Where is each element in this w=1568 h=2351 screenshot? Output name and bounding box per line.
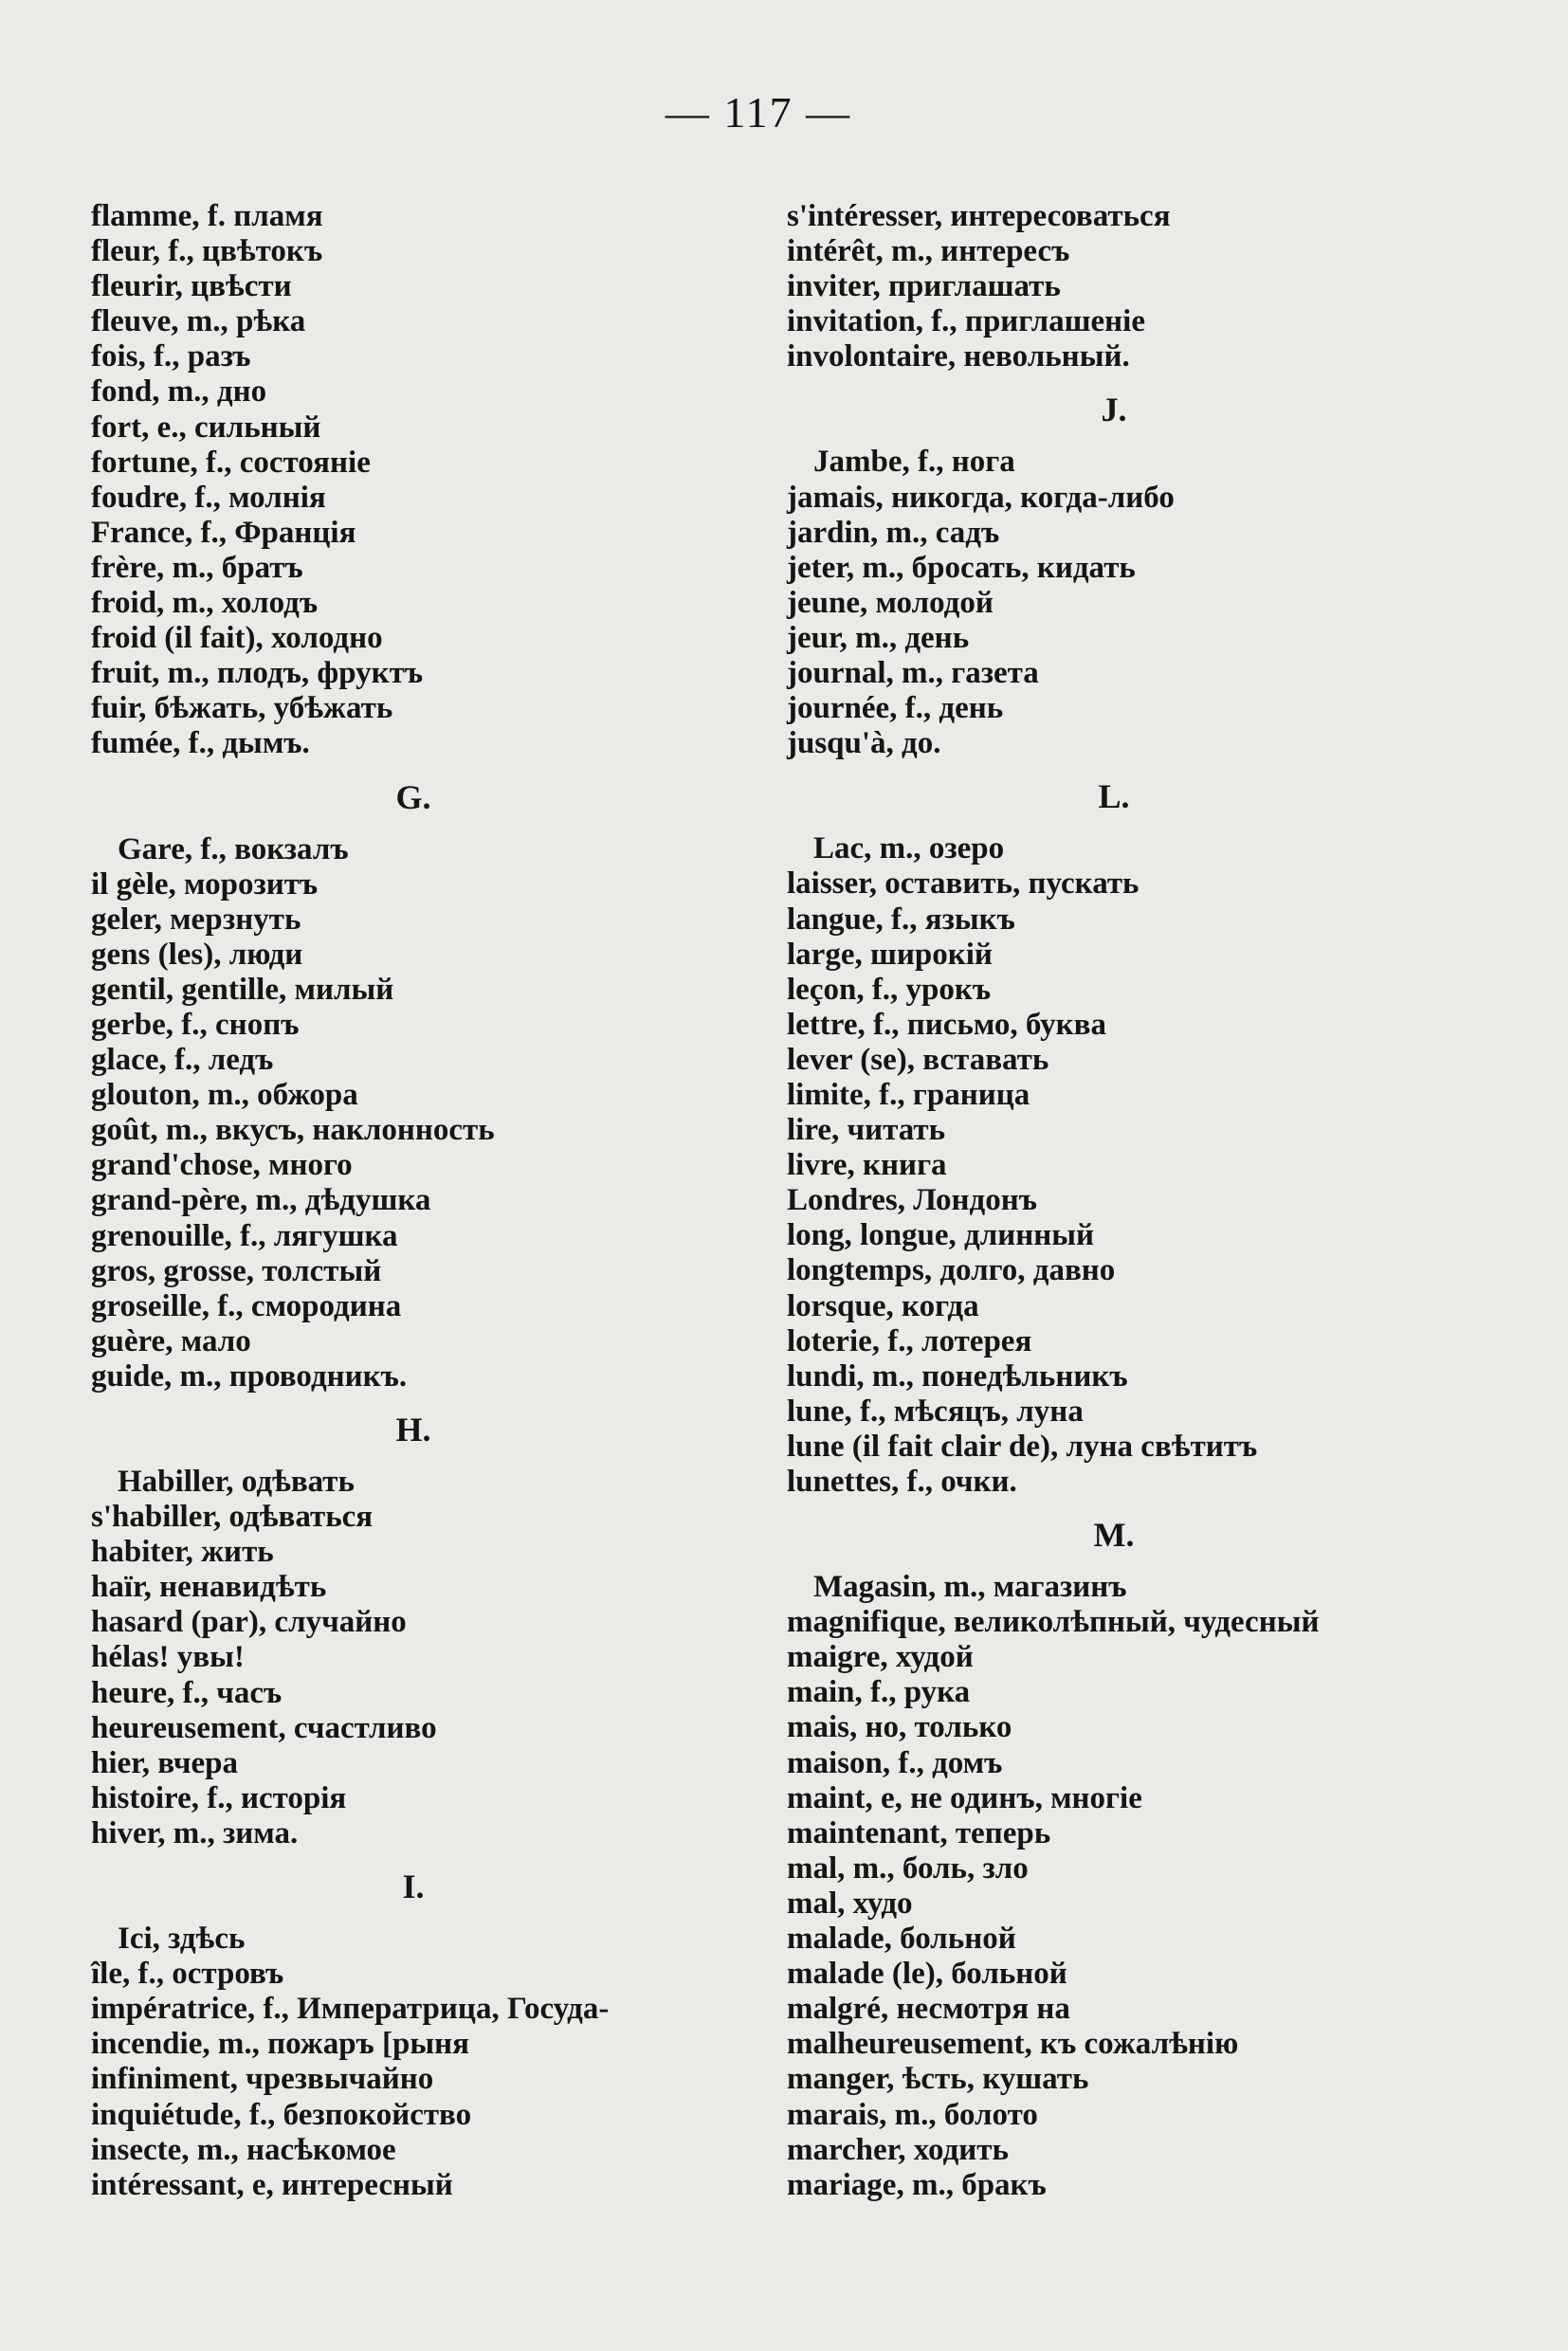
dictionary-entry: insecte, m., насѣкомое [91,2132,396,2167]
dictionary-entry: infiniment, чрезвычайно [91,2062,434,2097]
dictionary-entry: geler, мерзнуть [91,902,301,937]
dictionary-entry: mais, но, только [787,1710,1012,1745]
dictionary-entry: inquiétude, f., безпокойство [91,2097,472,2132]
dictionary-entry: marais, m., болото [787,2097,1038,2132]
dictionary-entry: frère, m., братъ [91,550,303,585]
dictionary-entry: laisser, оставить, пускать [787,866,1140,902]
dictionary-entry: jardin, m., садъ [787,515,1000,550]
dictionary-entry: langue, f., языкъ [787,902,1015,937]
dictionary-entry: fortune, f., состояніе [91,445,371,480]
entries-g [91,832,736,1395]
dictionary-entry: gentil, gentille, милый [91,972,394,1007]
dictionary-entry: grand-père, m., дѣдушка [91,1183,431,1218]
dictionary-entry: longtemps, долго, давно [787,1253,1116,1288]
dictionary-entry: Londres, Лондонъ [787,1183,1037,1218]
dictionary-entry: lune (il fait clair de), луна свѣтитъ [787,1429,1258,1464]
dictionary-entry: lettre, f., письмо, буква [787,1007,1106,1042]
dictionary-entry: jeune, молодой [787,585,994,620]
dictionary-entry: grand'chose, много [91,1148,353,1183]
section-letter-m: M. [1093,1516,1135,1555]
entries-j [787,445,1441,761]
dictionary-entry: malade, больной [787,1922,1016,1957]
dictionary-entry: froid, m., холодъ [91,586,319,621]
dictionary-entry: limite, f., граница [787,1077,1030,1112]
dictionary-entry: Habiller, одѣвать [118,1465,355,1499]
entries-m [787,1570,1441,2203]
dictionary-entry: mariage, m., бракъ [787,2167,1047,2202]
dictionary-entry: malheureusement, къ сожалѣнію [787,2027,1239,2062]
dictionary-entry: fumée, f., дымъ. [91,726,310,761]
dictionary-entry: guide, m., проводникъ. [91,1358,408,1394]
dictionary-entry: lorsque, когда [787,1288,979,1323]
dictionary-entry: fleur, f., цвѣтокъ [91,234,323,269]
dictionary-entry: maint, e, не одинъ, многіе [787,1780,1142,1815]
dictionary-entry: Ici, здѣсь [118,1922,246,1957]
dictionary-entry: maintenant, теперь [787,1815,1051,1850]
dictionary-entry: groseille, f., смородина [91,1288,402,1323]
section-letter-g: G. [395,777,431,816]
dictionary-entry: inviter, приглашать [787,269,1061,304]
dictionary-entry: guère, мало [91,1323,251,1358]
dictionary-entry: habiter, жить [91,1535,274,1570]
dictionary-entry: marcher, ходить [787,2132,1009,2167]
dictionary-entry: jeter, m., бросать, кидать [787,550,1136,585]
dictionary-entry: hiver, m., зима. [91,1815,299,1850]
dictionary-entry: invitation, f., приглашеніе [787,304,1145,339]
dictionary-entry: jamais, никогда, когда-либо [787,480,1175,515]
dictionary-entry: France, f., Франція [91,515,356,550]
dictionary-entry: hélas! увы! [91,1640,245,1675]
section-letter-l: L. [1098,777,1130,816]
dictionary-entry: mal, m., боль, зло [787,1850,1029,1886]
entries-i [91,1922,736,2203]
dictionary-entry: flamme, f. пламя [91,199,323,233]
dictionary-entry: heureusement, счастливо [91,1710,437,1745]
dictionary-entry: Gare, f., вокзалъ [118,831,349,866]
entries-i-continued [787,199,1441,374]
dictionary-entry: intéressant, e, интересный [91,2167,453,2202]
dictionary-entry: glace, f., ледъ [91,1043,274,1078]
dictionary-entry: fleurir, цвѣсти [91,269,292,304]
dictionary-entry: maigre, худой [787,1640,974,1675]
dictionary-entry: heure, f., часъ [91,1675,283,1710]
dictionary-entry: il gèle, морозитъ [91,866,319,902]
dictionary-entry: leçon, f., урокъ [787,972,992,1007]
section-letter-h: H. [395,1411,431,1449]
dictionary-entry: fuir, бѣжать, убѣжать [91,691,393,726]
dictionary-entry: maison, f., домъ [787,1745,1003,1780]
dictionary-entry: haïr, ненавидѣть [91,1570,327,1605]
dictionary-entry: loterie, f., лотерея [787,1323,1032,1358]
dictionary-entry: intérêt, m., интересъ [787,234,1070,269]
dictionary-entry: fois, f., разъ [91,339,251,374]
dictionary-entry: main, f., рука [787,1675,971,1710]
dictionary-entry: malgré, несмотря на [787,1992,1070,2027]
section-letter-j: J. [1101,391,1127,429]
dictionary-entry: journée, f., день [787,691,1004,726]
dictionary-entry: grenouille, f., лягушка [91,1218,398,1253]
dictionary-entry: s'habiller, одѣваться [91,1500,374,1535]
dictionary-entry: lire, читать [787,1113,946,1148]
dictionary-entry: lever (se), вставать [787,1042,1049,1077]
dictionary-entry: malade (le), больной [787,1957,1067,1992]
dictionary-entry: involontaire, невольный. [787,339,1130,374]
page-number: — 117 — [665,88,852,137]
dictionary-entry: froid (il fait), холодно [91,621,383,656]
dictionary-entry: lune, f., мѣсяцъ, луна [787,1394,1084,1429]
dictionary-entry: lunettes, f., очки. [787,1465,1017,1499]
dictionary-entry: large, широкій [787,937,993,972]
dictionary-entry: journal, m., газета [787,656,1039,691]
dictionary-entry: glouton, m., обжора [91,1078,358,1113]
dictionary-entry: gerbe, f., снопъ [91,1007,300,1042]
dictionary-entry: long, longue, длинный [787,1218,1095,1253]
dictionary-entry: livre, книга [787,1148,947,1183]
dictionary-entry: gens (les), люди [91,937,303,972]
dictionary-entry: fort, e., сильный [91,410,321,445]
dictionary-entry: fruit, m., плодъ, фруктъ [91,656,424,691]
dictionary-entry: hier, вчера [91,1745,238,1780]
dictionary-entry: fond, m., дно [91,374,267,410]
dictionary-entry: fleuve, m., рѣка [91,304,306,339]
dictionary-entry: goût, m., вкусъ, наклонность [91,1113,495,1148]
dictionary-entry: jusqu'à, до. [787,726,941,761]
entries-h [91,1465,736,1851]
entries-f [91,199,736,762]
dictionary-entry: gros, grosse, толстый [91,1253,382,1288]
dictionary-entry: lundi, m., понедѣльникъ [787,1358,1128,1394]
dictionary-entry: jeur, m., день [787,620,970,655]
right-column [787,199,1441,2203]
dictionary-entry: histoire, f., исторія [91,1780,347,1815]
dictionary-entry: foudre, f., молнія [91,480,326,515]
dictionary-entry: magnifique, великолѣпный, чудесный [787,1605,1320,1640]
dictionary-entry: mal, худо [787,1886,913,1921]
dictionary-entry: Lac, m., озеро [813,831,1005,866]
dictionary-entry: Jambe, f., нога [813,445,1015,480]
section-letter-i: I. [402,1868,425,1906]
left-column [91,199,736,2203]
dictionary-entry: impératrice, f., Императрица, Госуда- [91,1992,610,2027]
entries-l [787,831,1441,1500]
dictionary-entry: hasard (par), случайно [91,1605,407,1640]
dictionary-entry: s'intéresser, интересоваться [787,199,1171,233]
dictionary-entry: incendie, m., пожаръ [рыня [91,2027,470,2062]
dictionary-entry: manger, ѣсть, кушать [787,2062,1089,2097]
dictionary-entry: île, f., островъ [91,1957,284,1992]
dictionary-entry: Magasin, m., магазинъ [813,1570,1127,1605]
